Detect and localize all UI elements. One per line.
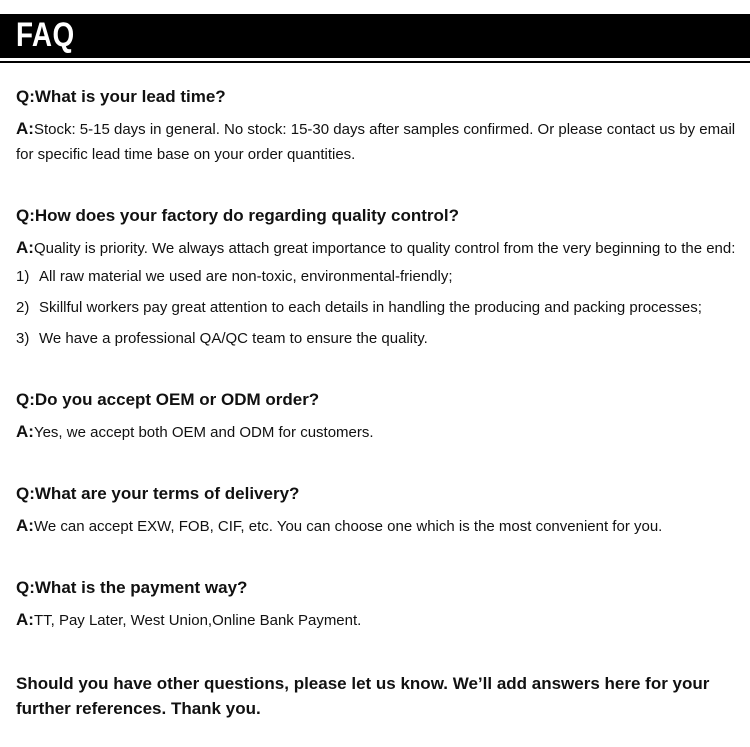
- faq-question: Q:How does your factory do regarding quality control?: [16, 206, 459, 225]
- answer-text: TT, Pay Later, West Union,Online Bank Payment.: [33, 612, 362, 629]
- faq-answer: [16, 419, 750, 445]
- list-text: We have a professional QA/QC team to ensure the quality.: [39, 330, 428, 347]
- list-text: All raw material we used are non-toxic, environmental-friendly;: [39, 268, 453, 285]
- answer-text: We can accept EXW, FOB, CIF, etc. You can choose one which is the most convenient for you.: [33, 518, 663, 535]
- answer-text: Yes, we accept both OEM and ODM for customers.: [33, 424, 374, 441]
- list-item: [16, 264, 750, 289]
- faq-item-delivery-terms: [16, 483, 750, 539]
- list-number: 3): [16, 330, 30, 347]
- list-item: [16, 326, 750, 351]
- faq-answer: [16, 235, 750, 261]
- faq-question: Q:Do you accept OEM or ODM order?: [16, 390, 320, 409]
- faq-item-payment: [16, 577, 750, 633]
- answer-prefix: A:: [16, 516, 34, 535]
- faq-item-oem-odm: [16, 389, 750, 445]
- faq-answer: [16, 513, 750, 539]
- answer-prefix: A:: [16, 119, 34, 138]
- faq-question: Q:What are your terms of delivery?: [16, 484, 300, 503]
- faq-answer: [16, 607, 750, 633]
- answer-prefix: A:: [16, 238, 34, 257]
- answer-prefix: A:: [16, 610, 34, 629]
- list-item: [16, 295, 750, 320]
- header-divider: [0, 61, 750, 63]
- faq-answer: [16, 116, 750, 167]
- closing-note: Should you have other questions, please let us know. We’ll add answers here for your further references. Thank you.: [16, 674, 710, 718]
- answer-prefix: A:: [16, 422, 34, 441]
- faq-question: Q:What is the payment way?: [16, 578, 248, 597]
- quality-list: [16, 264, 750, 351]
- faq-banner: [0, 14, 750, 58]
- list-number: 2): [16, 299, 30, 316]
- answer-text: Quality is priority. We always attach great importance to quality control from the very beginning to the end:: [33, 240, 736, 257]
- page-title: FAQ: [16, 16, 75, 54]
- list-text: Skillful workers pay great attention to each details in handling the producing and packing processes;: [39, 299, 702, 316]
- faq-content: [16, 86, 750, 721]
- faq-question: Q:What is your lead time?: [16, 87, 226, 106]
- faq-item-quality-control: [16, 205, 750, 351]
- answer-text: Stock: 5-15 days in general. No stock: 15-30 days after samples confirmed. Or please contact us by email for specific lead time base on your order quantities.: [16, 121, 736, 163]
- faq-item-lead-time: [16, 86, 750, 167]
- list-number: 1): [16, 268, 30, 285]
